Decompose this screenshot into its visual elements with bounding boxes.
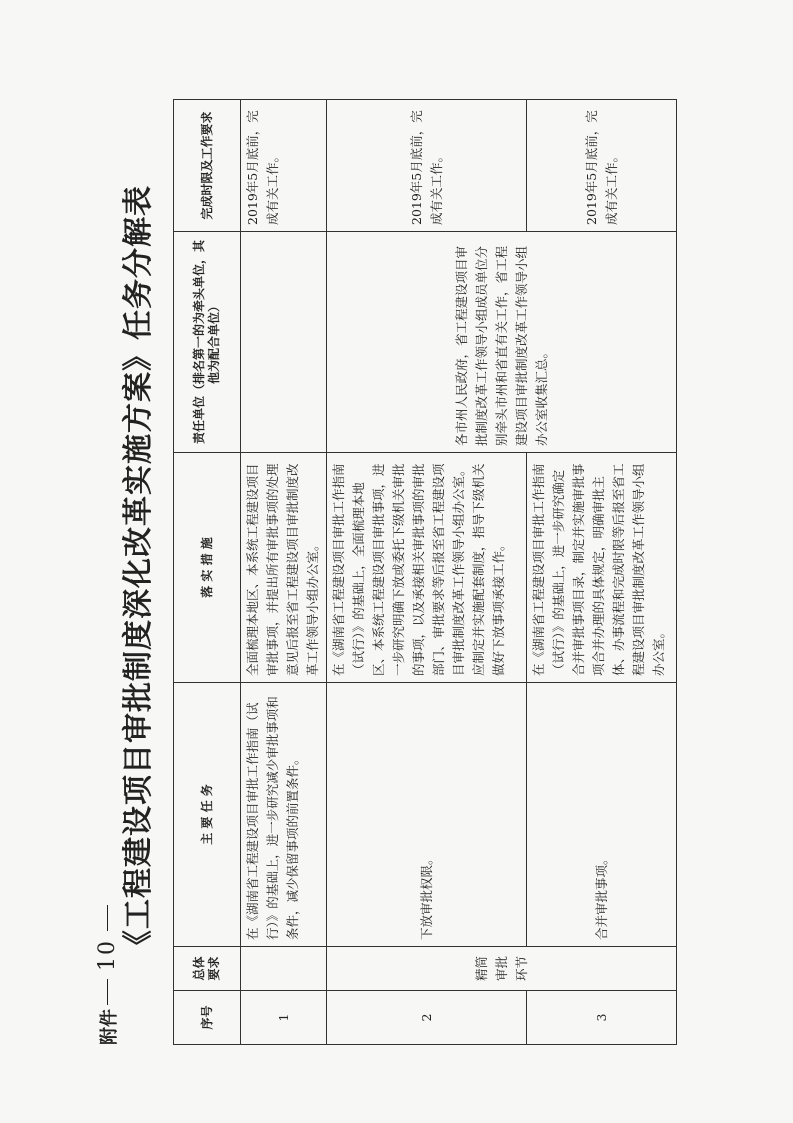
row-seq: 2 bbox=[327, 991, 527, 1045]
row-task: 在《湖南省工程建设项目审批工作指南（试行）》的基础上，进一步研究减少审批事项和条件，减少保留事项的前置条件。 bbox=[241, 683, 327, 947]
table-row bbox=[327, 100, 527, 1045]
row-deadline: 2019年5月底前，完成有关工作。 bbox=[327, 100, 527, 232]
responsible-unit: 各市州人民政府，省工程建设项目审批制度改革工作领导小组成员单位分别牵头市州和省直有关工作，省工程建设项目审批制度改革工作领导小组办公室收集汇总。 bbox=[327, 232, 677, 453]
task-breakdown-table bbox=[173, 99, 677, 1045]
overall-requirement: 精简审批环节 bbox=[327, 947, 677, 991]
header-seq: 序号 bbox=[174, 991, 241, 1045]
row-task: 合并审批事项。 bbox=[527, 683, 677, 947]
rotated-document bbox=[95, 100, 675, 1045]
row-deadline: 2019年5月底前，完成有关工作。 bbox=[241, 100, 327, 232]
page-number-text: 10 bbox=[94, 939, 120, 971]
row-deadline: 2019年5月底前，完成有关工作。 bbox=[527, 100, 677, 232]
header-measures: 落 实 措 施 bbox=[174, 453, 241, 683]
document-title: 《工程建设项目审批制度深化改革实施方案》任务分解表 bbox=[121, 185, 156, 960]
attachment-label: 附件 bbox=[99, 1009, 120, 1045]
table-header-row bbox=[174, 100, 241, 1045]
row-task: 下放审批权限。 bbox=[327, 683, 527, 947]
row-measures: 在《湖南省工程建设项目审批工作指南（试行）》的基础上，全面梳理本地区、本系统工程建设项目审批事项，进一步研究明确下放或委托下级机关审批的事项，以及承接相关审批事项的审批部门、审批要求等后报至省工程建设项目审批制度改革工作领导小组办公室。应制定并实施配套制度，指导下级机关做好下放事项承接工作。 bbox=[327, 453, 527, 683]
row-seq: 3 bbox=[527, 991, 677, 1045]
header-deadline: 完成时限及工作要求 bbox=[174, 100, 241, 232]
table-row bbox=[241, 100, 327, 1045]
header-task: 主 要 任 务 bbox=[174, 683, 241, 947]
row-measures: 全面梳理本地区、本系统工程建设项目审批事项，并提出所有审批事项的处理意见后报至省工程建设项目审批制度改革工作领导小组办公室。 bbox=[241, 453, 327, 683]
row-overall-empty bbox=[241, 947, 327, 991]
header-unit: 责任单位（排名第一的为牵头单位，其他为配合单位） bbox=[174, 232, 241, 453]
row-unit-empty bbox=[241, 232, 327, 453]
row-measures: 在《湖南省工程建设项目审批工作指南（试行）》的基础上，进一步研究确定合并审批事项目录，制定并实施审批事项合并办理的具体规定，明确审批主体、办事流程和完成时限等后报至省工程建设项目审批制度改革工作领导小组办公室。 bbox=[527, 453, 677, 683]
row-seq: 1 bbox=[241, 991, 327, 1045]
header-overall: 总体要求 bbox=[174, 947, 241, 991]
